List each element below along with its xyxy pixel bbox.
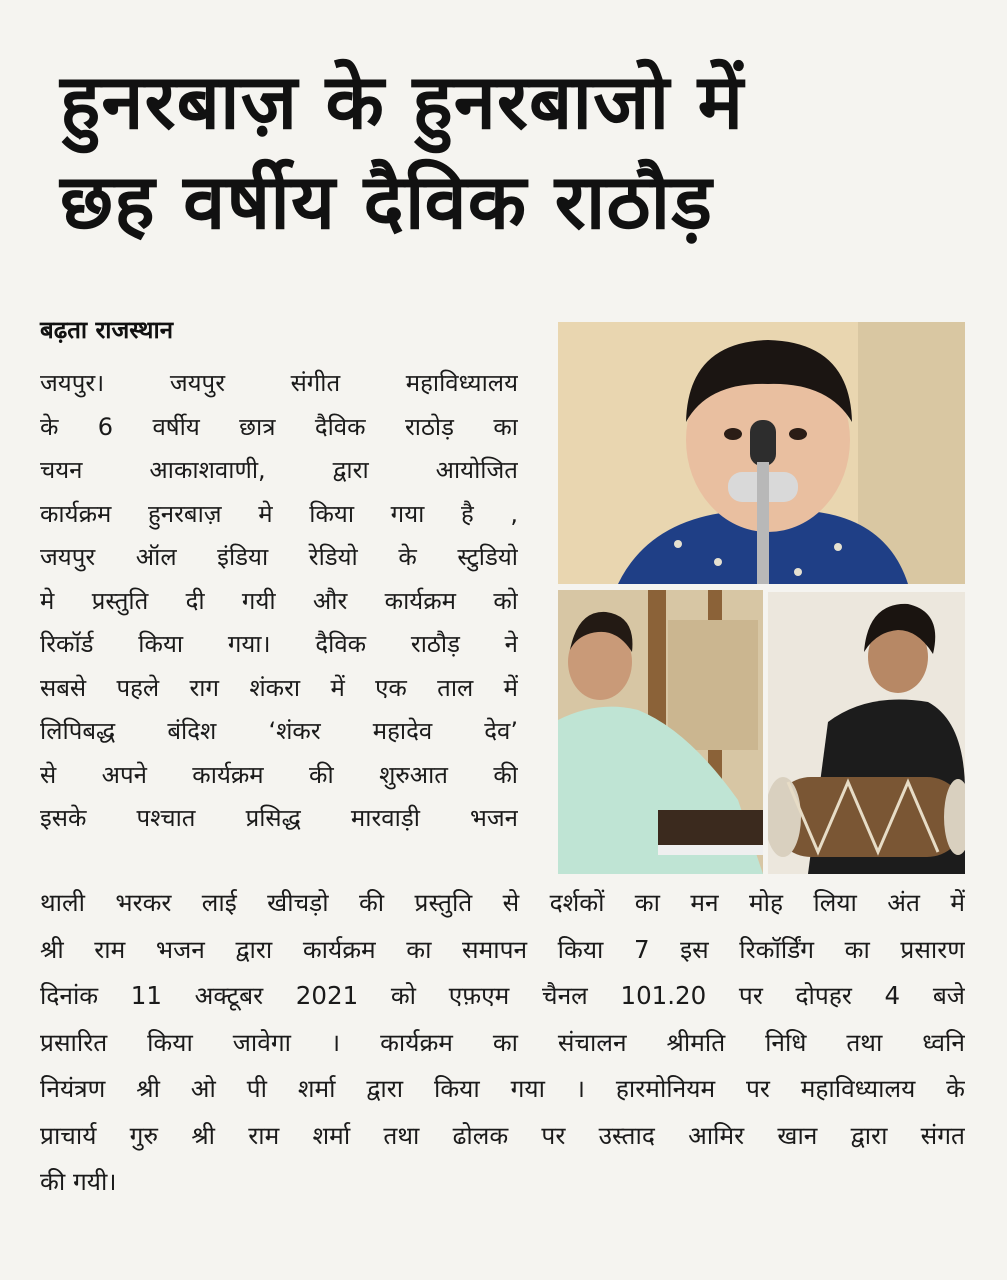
column-line: कार्यक्रम हुनरबाज़ मे किया गया है ,: [40, 499, 518, 528]
headline: [60, 52, 960, 252]
full-line: की गयी।: [40, 1167, 117, 1196]
column-line: जयपुर। जयपुर संगीत महाविध्यालय: [40, 369, 518, 397]
full-line: नियंत्रण श्री ओ पी शर्मा द्वारा किया गया । हारमोनियम पर महाविध्यालय के: [40, 1074, 965, 1103]
photo-dholak-player: [768, 592, 965, 874]
headline-line-1: हुनरबाज़ के हुनरबाजो में: [60, 57, 745, 146]
column-line: के 6 वर्षीय छात्र दैविक राठोड़ का: [40, 412, 518, 441]
article-column: [40, 362, 518, 841]
column-line: सबसे पहले राग शंकरा में एक ताल में: [40, 673, 518, 702]
full-line: दिनांक 11 अक्टूबर 2021 को एफ़एम चैनल 101.20 पर दोपहर 4 बजे: [40, 981, 965, 1010]
column-line: से अपने कार्यक्रम की शुरुआत की: [40, 760, 518, 789]
full-line: प्रसारित किया जावेगा । कार्यक्रम का संचालन श्रीमति निधि तथा ध्वनि: [40, 1027, 965, 1057]
column-line: चयन आकाशवाणी, द्वारा आयोजित: [40, 456, 518, 484]
photo-harmonium-player: [558, 590, 763, 874]
column-line: मे प्रस्तुति दी गयी और कार्यक्रम को: [40, 586, 518, 615]
byline: बढ़ता राजस्थान: [40, 316, 174, 344]
column-line: रिकॉर्ड किया गया। दैविक राठौड़ ने: [40, 630, 518, 658]
headline-line-2: छह वर्षीय दैविक राठौड़: [60, 157, 713, 246]
article-full-width: [40, 880, 965, 1206]
full-line: थाली भरकर लाई खीचड़ो की प्रस्तुति से दर्शकों का मन मोह लिया अंत में: [40, 888, 965, 917]
full-line: श्री राम भजन द्वारा कार्यक्रम का समापन किया 7 इस रिकॉर्डिंग का प्रसारण: [40, 934, 965, 964]
column-line: जयपुर ऑल इंडिया रेडियो के स्टुडियो: [40, 543, 518, 571]
column-line: इसके पश्चात प्रसिद्ध मारवाड़ी भजन: [40, 804, 518, 832]
full-line: प्राचार्य गुरु श्री राम शर्मा तथा ढोलक पर उस्ताद आमिर खान द्वारा संगत: [40, 1120, 965, 1150]
photo-boy-singing: [558, 322, 965, 584]
column-line: लिपिबद्ध बंदिश ‘शंकर महादेव देव’: [40, 717, 518, 745]
